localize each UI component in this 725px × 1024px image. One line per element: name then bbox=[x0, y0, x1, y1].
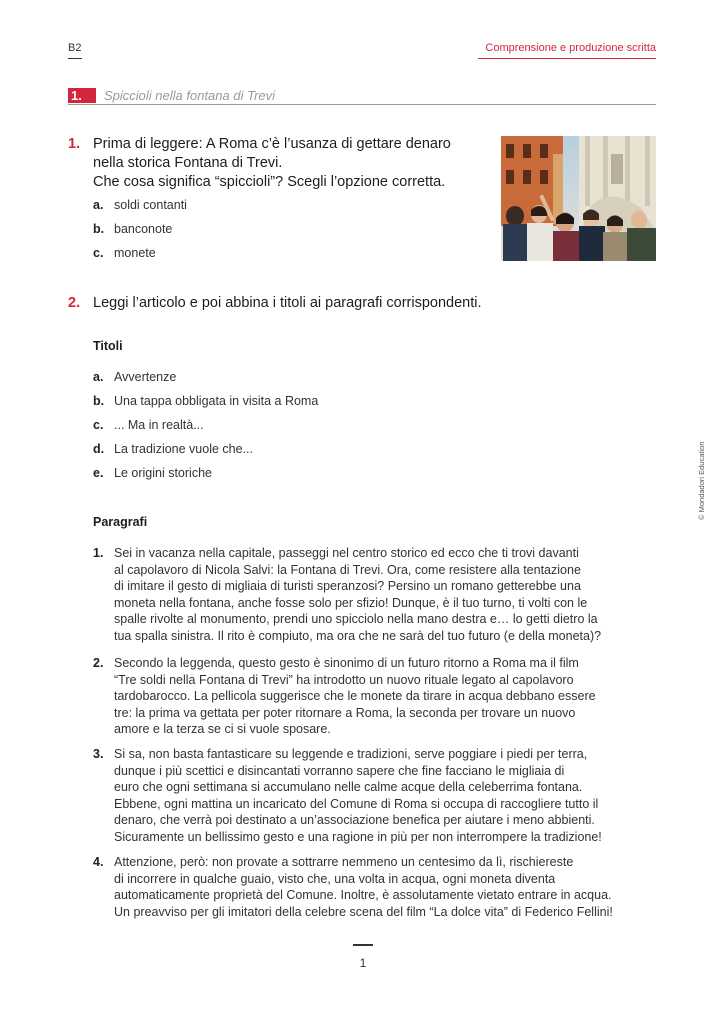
paragrafo-line: Secondo la leggenda, questo gesto è sinonimo di un futuro ritorno a Roma ma il film bbox=[114, 656, 579, 670]
question-1-text bbox=[93, 135, 451, 192]
titoli-heading: Titoli bbox=[93, 339, 123, 353]
paragrafo-line: Attenzione, però: non provate a sottrarre nemmeno un centesimo da lì, rischiereste bbox=[114, 855, 574, 869]
paragrafo-line: Sei in vacanza nella capitale, passeggi nel centro storico ed ecco che ti trovi davanti bbox=[114, 546, 579, 560]
paragrafo-line: di incorrere in qualche guaio, visto che, una volta in acqua, ogni moneta diventa bbox=[114, 871, 556, 886]
section-title: Comprensione e produzione scritta bbox=[485, 42, 656, 54]
paragrafo-line: Sicuramente un bellissimo gesto e una ragione in più per non interrompere la tradizione! bbox=[114, 829, 602, 844]
paragrafo-line: Ebbene, ogni mattina un incaricato del Comune di Roma si occupa di raccogliere tutto il bbox=[114, 796, 599, 811]
option-c: c. monete bbox=[93, 246, 156, 260]
paragrafo-line: Un preavviso per gli imitatori della celebre scena del film “La dolce vita” di Federico Fellini! bbox=[114, 904, 613, 919]
paragrafo-number: 3. bbox=[93, 747, 104, 761]
paragrafo-line: Si sa, non basta fantasticare su leggende e tradizioni, serve poggiare i piedi per terra, bbox=[114, 747, 588, 761]
section-underline bbox=[478, 58, 656, 59]
paragrafo-line: tardobarocco. La pellicola suggerisce che le monete da tirare in acqua debbano essere bbox=[114, 689, 596, 703]
trevi-fountain-photo bbox=[501, 136, 656, 261]
page-number-rule bbox=[353, 944, 373, 946]
paragrafo-line: tre: la prima va gettata per poter ritornare a Roma, la seconda per trovare un nuovo bbox=[114, 705, 576, 720]
paragrafo-line: al capolavoro di Nicola Salvi: la Fontana di Trevi. Ora, come resistere alla tentazione bbox=[114, 562, 581, 577]
option-a: a. soldi contanti bbox=[93, 198, 187, 212]
paragrafo-line: euro che ogni settimana si accumulano nelle calme acque della celeberrima fontana. bbox=[114, 780, 583, 794]
question-1-line: Che cosa significa “spiccioli”? Scegli l’opzione corretta. bbox=[93, 174, 446, 190]
level-label: B2 bbox=[68, 42, 82, 54]
paragrafo-number: 1. bbox=[93, 546, 104, 560]
paragrafo-1 bbox=[93, 545, 653, 644]
paragrafo-line: spalle rivolte al monumento, prendi uno spicciolo nella mano destra e… lo getti dietro la bbox=[114, 612, 598, 626]
option-b: b. banconote bbox=[93, 222, 173, 236]
question-1-number: 1. bbox=[68, 136, 81, 152]
copyright-notice: © Mondadori Education bbox=[697, 441, 706, 520]
paragrafo-line: tua spalla sinistra. Il rito è compiuto, ma ora che ne sarà del tuo futuro (e della moneta)? bbox=[114, 628, 602, 643]
paragrafi-heading: Paragrafi bbox=[93, 515, 148, 529]
paragrafo-number: 4. bbox=[93, 855, 104, 869]
exercise-number: 1. bbox=[68, 88, 96, 103]
titolo-e: e. Le origini storiche bbox=[93, 466, 212, 480]
paragrafo-2 bbox=[93, 655, 653, 738]
exercise-heading bbox=[68, 88, 656, 105]
paragrafo-line: di imitare il gesto di migliaia di turisti speranzosi? Persino un romano getterebbe una bbox=[114, 579, 581, 593]
question-1-line: Prima di leggere: A Roma c’è l’usanza di gettare denaro bbox=[93, 136, 451, 152]
paragrafo-line: dunque i più scettici e disincantati vorranno sapere che fine facciano le migliaia di bbox=[114, 763, 565, 778]
paragrafo-line: denaro, che verrà poi destinato a un’associazione benefica per aiutare i meno abbienti. bbox=[114, 813, 595, 827]
paragrafo-3 bbox=[93, 746, 653, 845]
exercise-title: Spiccioli nella fontana di Trevi bbox=[104, 88, 276, 103]
question-2-text: Leggi l’articolo e poi abbina i titoli ai paragrafi corrispondenti. bbox=[93, 295, 482, 311]
level-underline bbox=[68, 58, 82, 59]
titolo-a: a. Avvertenze bbox=[93, 370, 177, 384]
trevi-fountain-illustration bbox=[501, 136, 656, 261]
paragrafo-line: moneta nella fontana, anche fosse solo per sfizio! Dunque, è il tuo turno, ti volti con le bbox=[114, 595, 588, 610]
titolo-d: d. La tradizione vuole che... bbox=[93, 442, 253, 456]
paragrafo-number: 2. bbox=[93, 656, 104, 670]
question-2-number: 2. bbox=[68, 295, 81, 311]
paragrafo-line: automaticamente proprietà del Comune. Inoltre, è assolutamente vietato entrare in acqua. bbox=[114, 888, 612, 902]
question-1-line: nella storica Fontana di Trevi. bbox=[93, 155, 283, 171]
paragrafo-line: “Tre soldi nella Fontana di Trevi” ha introdotto un nuovo rituale legato al capolavoro bbox=[114, 672, 574, 687]
titolo-b: b. Una tappa obbligata in visita a Roma bbox=[93, 394, 319, 408]
paragrafo-line: amore e la terza se ci si vuole sposare. bbox=[114, 722, 331, 736]
titolo-c: c. ... Ma in realtà... bbox=[93, 418, 204, 432]
paragrafo-4 bbox=[93, 854, 653, 920]
page-number: 1 bbox=[359, 956, 367, 970]
